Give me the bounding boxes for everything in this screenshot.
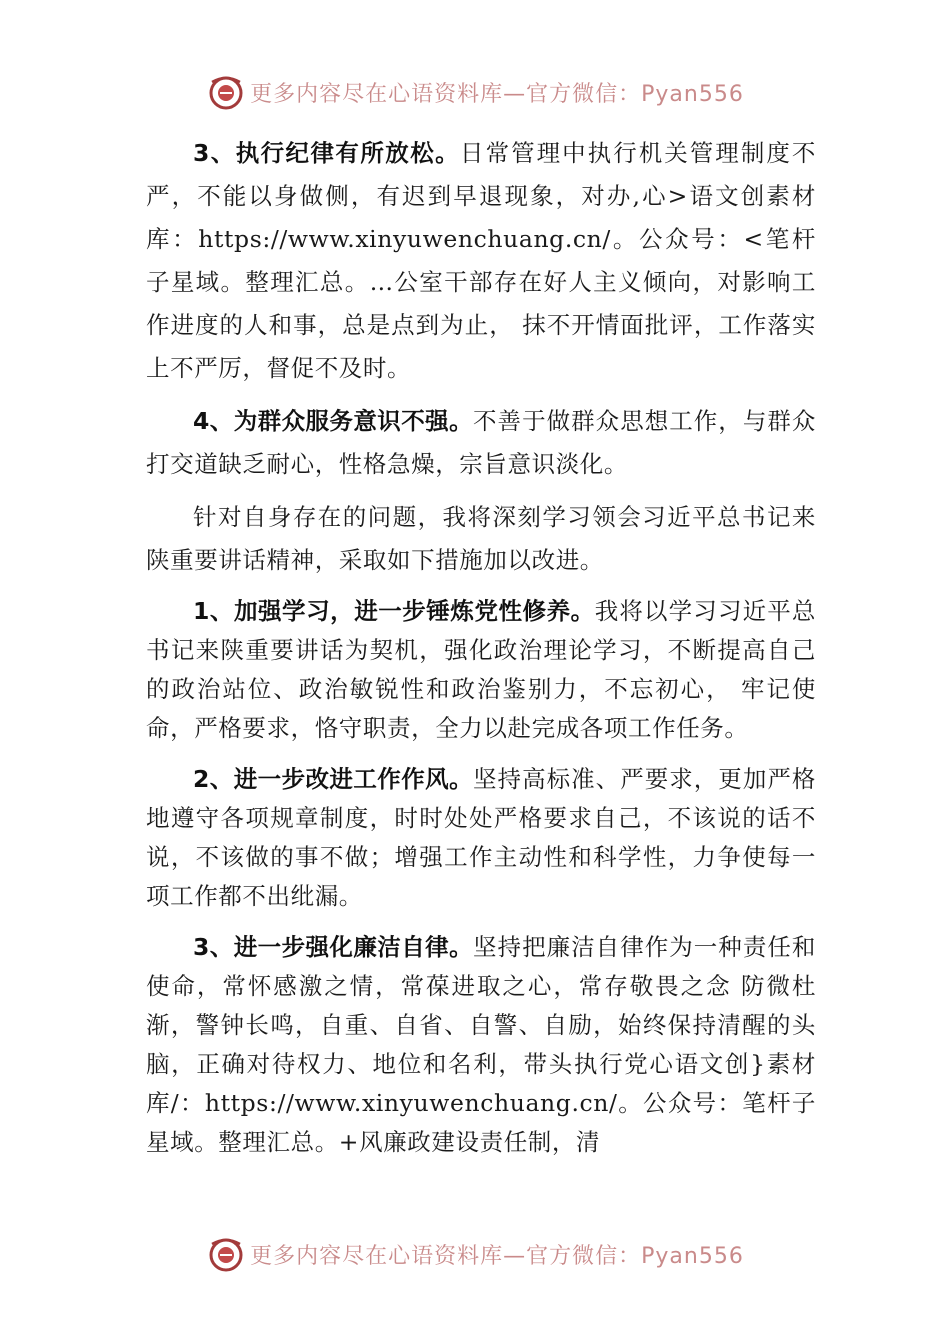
- paragraph-integrity: [146, 928, 816, 1162]
- footer-watermark-text: 更多内容尽在心语资料库—官方微信：Pyan556: [250, 1243, 744, 1269]
- document-body: [146, 132, 816, 1174]
- paragraph-lead: 2、进一步改进工作作风。: [193, 765, 474, 793]
- paragraph-lead: 4、为群众服务意识不强。: [193, 407, 474, 435]
- logo-icon: [206, 72, 246, 112]
- paragraph-text: 我将以学习习近平总书记来陕重要讲话为契机，强化政治理论学习，不断提高自己的政治站位、政治敏锐性和政治鉴别力，不忘初心， 牢记使命，严格要求，恪守职责，全力以赴完成各项工作任务。: [146, 597, 816, 742]
- logo-icon: [206, 1234, 246, 1274]
- paragraph-lead: 3、执行纪律有所放松。: [193, 139, 461, 167]
- paragraph-work-style: [146, 760, 816, 916]
- paragraph-lead: 1、加强学习，进一步锤炼党性修养。: [193, 597, 595, 625]
- paragraph-text: 日常管理中执行机关管理制度不严，不能以身做侧，有迟到早退现象，对办,心>语文创素材库：https://www.xinyuwenchuang.cn/。公众号：<笔杆子星域。整理汇总。…公室干部存在好人主义倾向，对影响工作进度的人和事，总是点到为止， 抹不开情面批评，工作落实上不严厉，督促不及时。: [146, 139, 816, 382]
- paragraph-text: 不善于做群众思想工作，与群众打交道缺乏耐心，性格急燥，宗旨意识淡化。: [146, 407, 816, 478]
- paragraph-discipline: [146, 132, 816, 390]
- paragraph-text: 坚持高标准、严要求，更加严格地遵守各项规章制度，时时处处严格要求自己，不该说的话不说，不该做的事不做；增强工作主动性和科学性，力争使每一项工作都不出纰漏。: [146, 765, 816, 910]
- header-watermark: [0, 70, 950, 114]
- footer-watermark: [0, 1232, 950, 1276]
- paragraph-service: [146, 400, 816, 486]
- paragraph-lead: 3、进一步强化廉洁自律。: [193, 933, 474, 961]
- header-watermark-text: 更多内容尽在心语资料库—官方微信：Pyan556: [250, 81, 744, 107]
- paragraph-study: [146, 592, 816, 748]
- paragraph-measures-intro: [146, 496, 816, 582]
- paragraph-text: 坚持把廉洁自律作为一种责任和使命，常怀感激之情，常葆进取之心，常存敬畏之念 防微杜渐，警钟长鸣，自重、自省、自警、自励，始终保持清醒的头脑，正确对待权力、地位和名利，带头执行党心语文创}素材库/：https://www.xinyuwenchuang.cn/。公众号：笔杆子星域。整理汇总。+风廉政建设责任制，清: [146, 933, 816, 1156]
- paragraph-text: 针对自身存在的问题，我将深刻学习领会习近平总书记来陕重要讲话精神，采取如下措施加以改进。: [146, 503, 816, 574]
